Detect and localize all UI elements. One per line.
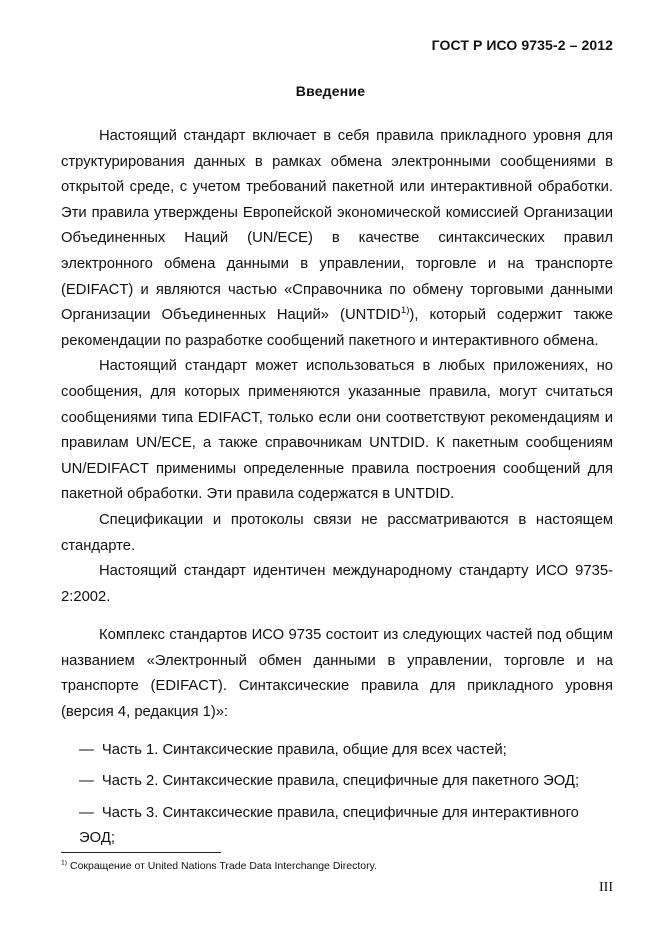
intro-paragraph [61, 124, 613, 354]
document-body [61, 124, 613, 858]
footnote-divider [61, 852, 221, 853]
list-item [61, 801, 613, 852]
parts-list [61, 738, 613, 852]
page-number: III [599, 880, 613, 895]
series-paragraph: Комплекс стандартов ИСО 9735 состоит из следующих частей под общим названием «Электронный обмен данными в управлении, торговле и на транспорте (EDIFACT). Синтаксические правила для прикладного уровня (версия 4, редакция 1)»: [61, 627, 613, 721]
usage-paragraph: Настоящий стандарт может использоваться в любых приложениях, но сообщения, для которых применяются указанные правила, могут считаться сообщениями типа EDIFACT, только если они соответствуют рекомендациям и правилам UN/ECE, а также справочникам UNTDID. К пакетным сообщениям UN/EDIFACT применимы определенные правила построения сообщений для пакетной обработки. Эти правила содержатся в UNTDID. [61, 358, 613, 503]
communications-paragraph: Спецификации и протоколы связи не рассматриваются в настоящем стандарте. [61, 511, 613, 554]
footnote-marker: 1) [61, 859, 68, 867]
list-item-text: Часть 3. Синтаксические правила, специфичные для интерактивного ЭОД; [79, 804, 579, 847]
paragraph-text: ), который содержит также рекомендации по разработке сообщений пакетного и интерактивного обмена. [61, 307, 613, 349]
list-item-text: Часть 2. Синтаксические правила, специфичные для пакетного ЭОД; [101, 773, 580, 790]
footnote-text: Сокращение от United Nations Trade Data Interchange Directory. [67, 860, 377, 872]
list-dash: — [79, 773, 94, 790]
paragraph-text: Настоящий стандарт включает в себя правила прикладного уровня для структурирования данных в рамках обмена электронными сообщениями в открытой среде, с учетом требований пакетной или интерактивной обработки. Эти правила утверждены Европейской экономической комиссией Организации Объединенных Наций (UN/ECE) в качестве синтаксических правил электронного обмена данными в управлении, торговле и на транспорте (EDIFACT) и являются частью «Справочника по обмену торговыми данными Организации Объединенных Наций» (UNTDID [61, 128, 613, 324]
list-item [61, 769, 613, 795]
list-item [61, 738, 613, 764]
section-title: Введение [295, 83, 366, 99]
list-item-text: Часть 1. Синтаксические правила, общие для всех частей; [101, 741, 507, 758]
standard-header: ГОСТ Р ИСО 9735-2 – 2012 [431, 37, 613, 53]
list-dash: — [79, 804, 94, 821]
footnote [61, 860, 377, 873]
list-dash: — [79, 741, 94, 758]
identity-paragraph: Настоящий стандарт идентичен международному стандарту ИСО 9735-2:2002. [61, 563, 613, 605]
footnote-reference[interactable]: 1) [400, 305, 410, 317]
